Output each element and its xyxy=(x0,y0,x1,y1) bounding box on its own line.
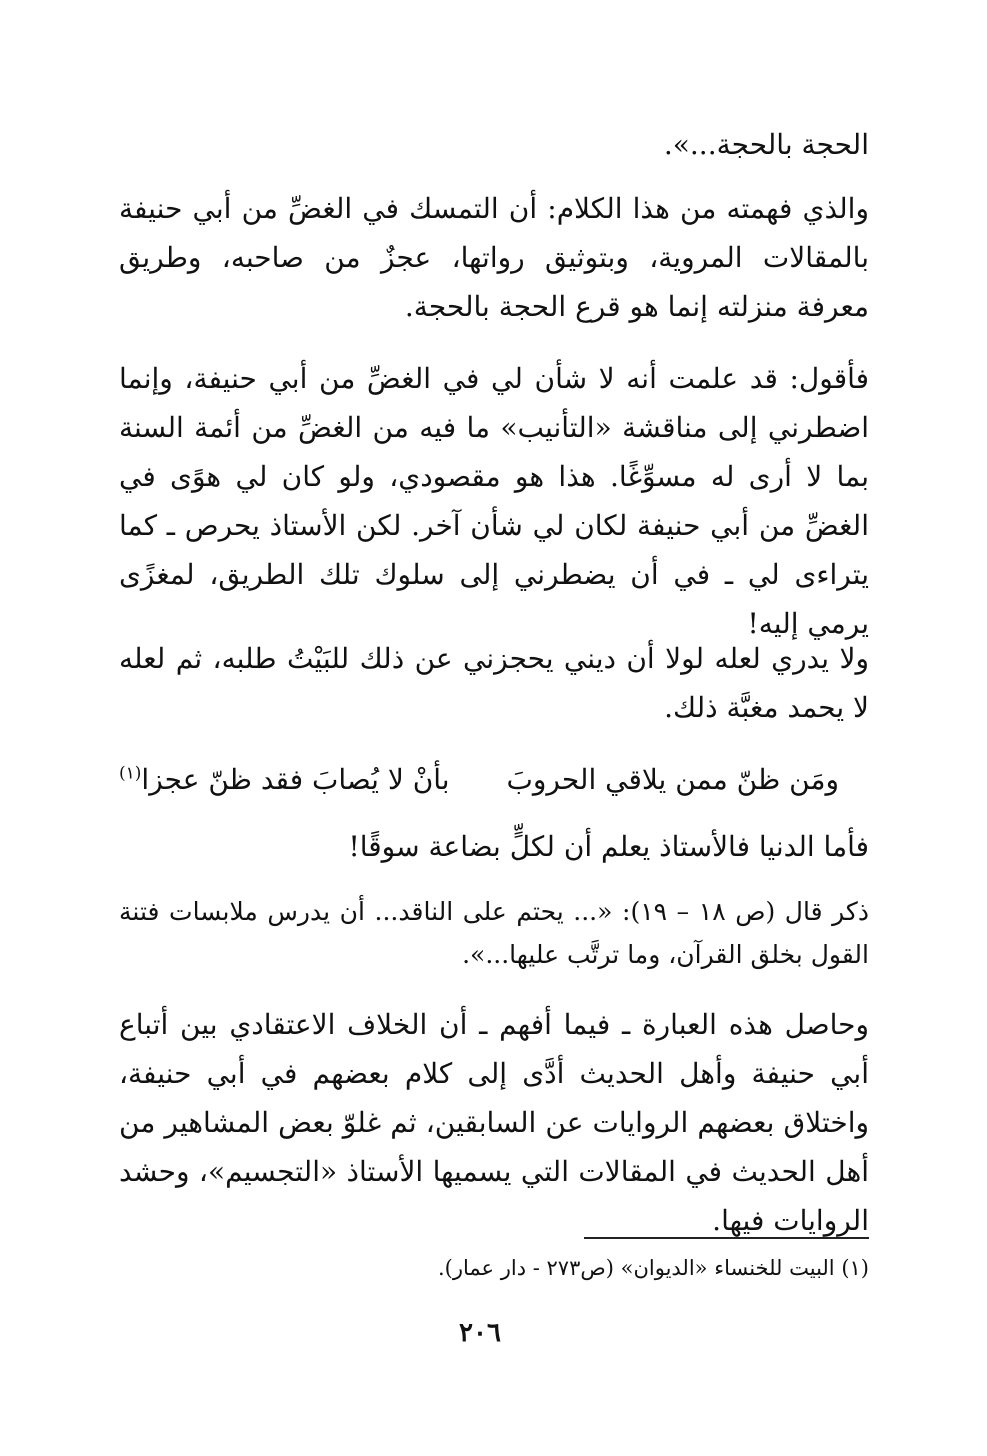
paragraph-after-verse: فأما الدنيا فالأستاذ يعلم أن لكلٍّ بضاعة سوقًا! xyxy=(348,830,869,863)
footnote-divider xyxy=(584,1237,869,1239)
paragraph-understanding: والذي فهمته من هذا الكلام: أن التمسك في الغضِّ من أبي حنيفة بالمقالات المروية، وبتوثيق رواتها، عجزٌ من صاحبه، وطريق معرفة منزلته إنما هو قرع الحجة بالحجة. xyxy=(119,192,869,323)
paragraph-restraint: ولا يدري لعله لولا أن ديني يحجزني عن ذلك للبَيْتُ طلبه، ثم لعله لا يحمد مغبَّة ذلك. xyxy=(119,642,869,724)
quoted-excerpt: ذكر قال (ص ١٨ – ١٩): «... يحتم على الناقد... أن يدرس ملابسات فتنة القول بخلق القرآن، وما ترتَّب عليها...». xyxy=(119,897,869,969)
paragraph-summary: وحاصل هذه العبارة ـ فيما أفهم ـ أن الخلاف الاعتقادي بين أتباع أبي حنيفة وأهل الحديث أدَّى إلى كلام بعضهم في أبي حنيفة، واختلاق بعضهم الروايات عن السابقين، ثم غلوّ بعض المشاهير من أهل الحديث في المقالات التي يسميها الأستاذ «التجسيم»، وحشد الروايات فيها. xyxy=(119,1008,869,1237)
paragraph-response: فأقول: قد علمت أنه لا شأن لي في الغضِّ من أبي حنيفة، وإنما اضطرني إلى مناقشة «التأنيب» ما فيه من الغضِّ من أئمة السنة بما لا أرى له مسوِّغًا. هذا هو مقصودي، ولو كان لي هوًى في الغضِّ من أبي حنيفة لكان لي شأن آخر. لكن الأستاذ يحرص ـ كما يتراءى لي ـ في أن يضطرني إلى سلوك تلك الطريق، لمغزًى يرمي إليه! xyxy=(119,362,869,640)
paragraph-continuation: الحجة بالحجة...». xyxy=(663,128,869,161)
footnote-marker: (١) xyxy=(119,763,142,784)
verse-second-hemistich: بأنْ لا يُصابَ فقد ظنّ عجزا$^{(١)}$ xyxy=(119,763,450,796)
verse-first-hemistich: ومَن ظنّ ممن يلاقي الحروبَ xyxy=(506,763,839,796)
footnote-text: (١) البيت للخنساء «الديوان» (ص٢٧٣ - دار عمار). xyxy=(437,1256,869,1280)
poetry-verse xyxy=(119,752,869,808)
page-number: ٢٠٦ xyxy=(459,1318,501,1348)
